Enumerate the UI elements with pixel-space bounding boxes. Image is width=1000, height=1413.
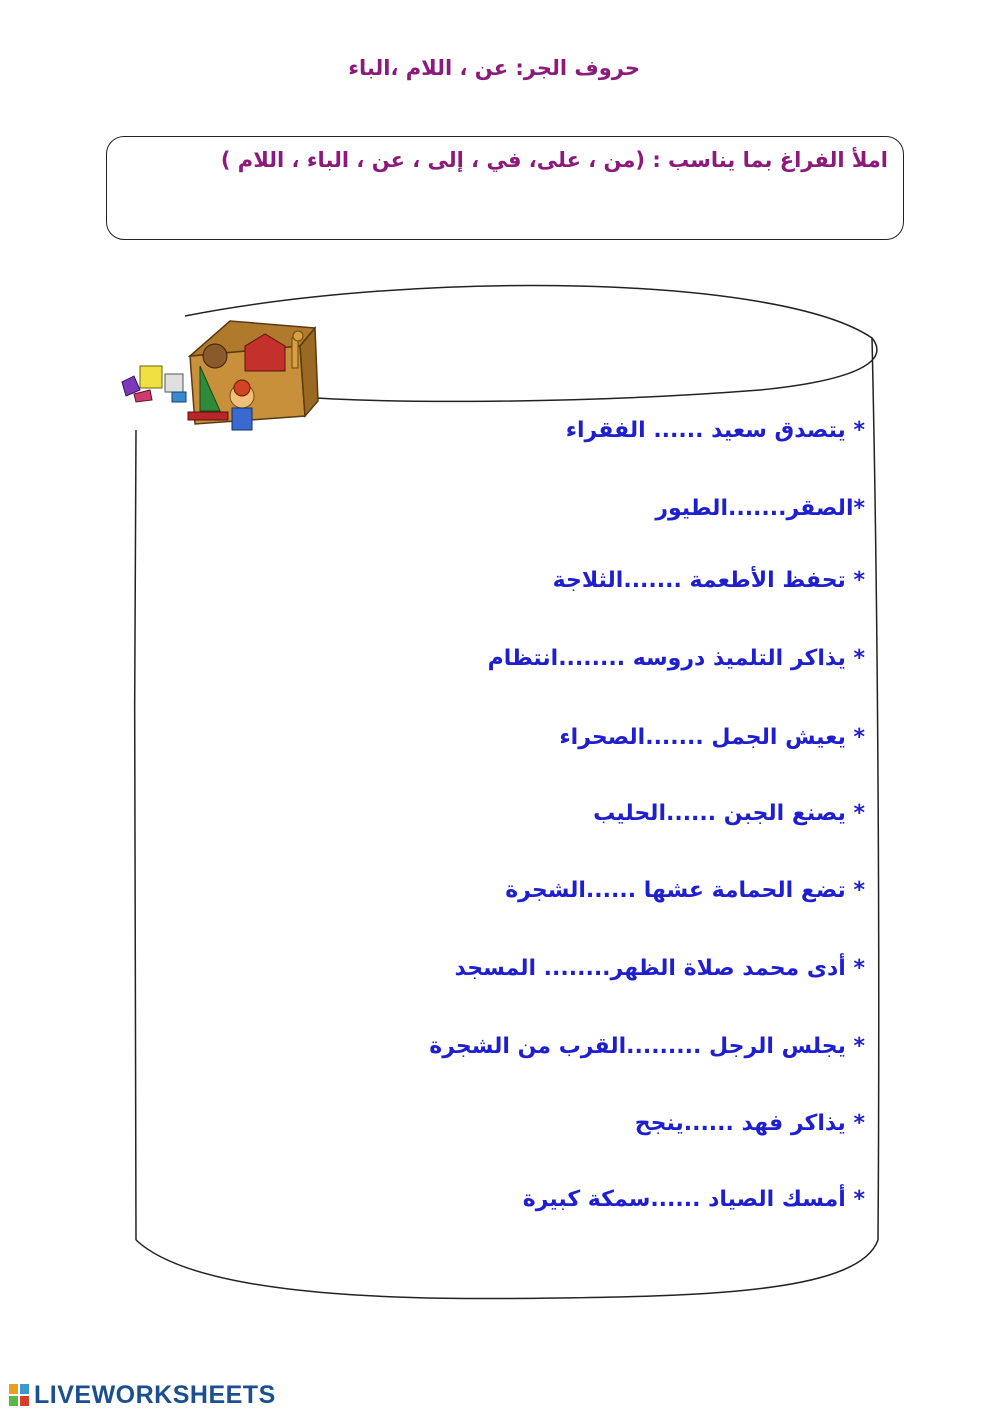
question-7[interactable]: * تضع الحمامة عشها ......الشجرة bbox=[505, 878, 865, 903]
page-title: حروف الجر: عن ، اللام ،الباء bbox=[348, 56, 640, 80]
question-3[interactable]: * تحفظ الأطعمة .......الثلاجة bbox=[552, 568, 865, 593]
question-11[interactable]: * أمسك الصياد ......سمكة كبيرة bbox=[522, 1187, 865, 1212]
instruction-text: املأ الفراغ بما يناسب : (من ، على، في ، إلى ، عن ، الباء ، اللام ) bbox=[220, 148, 888, 172]
question-10[interactable]: * يذاكر فهد ......ينجح bbox=[634, 1111, 865, 1136]
liveworksheets-logo-icon bbox=[8, 1383, 30, 1407]
question-8[interactable]: * أدى محمد صلاة الظهر........ المسجد bbox=[454, 956, 865, 981]
question-6[interactable]: * يصنع الجبن ......الحليب bbox=[593, 801, 865, 826]
toy-box-icon bbox=[120, 316, 320, 436]
question-5[interactable]: * يعيش الجمل .......الصحراء bbox=[559, 725, 865, 750]
question-2[interactable]: *الصقر.......الطيور bbox=[655, 496, 865, 521]
liveworksheets-brand[interactable] bbox=[8, 1380, 276, 1410]
question-4[interactable]: * يذاكر التلميذ دروسه ........انتظام bbox=[487, 646, 865, 671]
brand-text: LIVEWORKSHEETS bbox=[34, 1380, 276, 1409]
question-9[interactable]: * يجلس الرجل .........القرب من الشجرة bbox=[429, 1034, 865, 1059]
question-1[interactable]: * يتصدق سعيد ...... الفقراء bbox=[565, 418, 865, 443]
